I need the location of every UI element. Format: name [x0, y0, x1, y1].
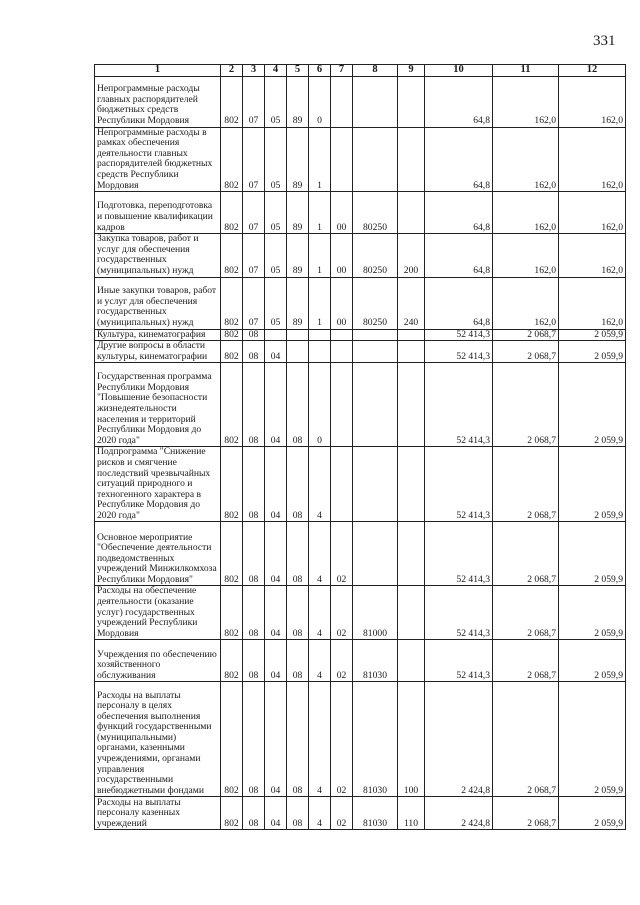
- code-admin: 802: [221, 277, 243, 329]
- code-direction: 80250: [353, 234, 398, 277]
- table-row: [95, 127, 626, 192]
- amount-2019: 2 068,7: [493, 341, 559, 363]
- code-admin: 802: [221, 640, 243, 682]
- code-section: 08: [243, 797, 265, 830]
- table-row: [95, 640, 626, 682]
- column-header: 5: [287, 65, 309, 77]
- amount-2019: 2 068,7: [493, 522, 559, 586]
- code-admin: 802: [221, 329, 243, 341]
- table-row: [95, 341, 626, 363]
- code-program: 08: [287, 363, 309, 447]
- code-program: 89: [287, 234, 309, 277]
- code-event: 02: [331, 586, 353, 640]
- amount-2018: 64,8: [425, 127, 493, 192]
- code-subsection: 05: [265, 277, 287, 329]
- code-expense-type: 110: [398, 797, 425, 830]
- code-event: 02: [331, 522, 353, 586]
- code-direction: [353, 341, 398, 363]
- page-number: 331: [593, 33, 616, 49]
- column-header: 2: [221, 65, 243, 77]
- code-section: 08: [243, 447, 265, 522]
- column-header: 7: [331, 65, 353, 77]
- code-expense-type: [398, 447, 425, 522]
- code-subprogram: 0: [309, 76, 331, 127]
- table-row: [95, 586, 626, 640]
- column-header: 8: [353, 65, 398, 77]
- amount-2018: 52 414,3: [425, 447, 493, 522]
- column-header: 12: [559, 65, 626, 77]
- code-subsection: 05: [265, 192, 287, 234]
- code-program: 08: [287, 797, 309, 830]
- code-admin: 802: [221, 363, 243, 447]
- code-event: [331, 363, 353, 447]
- code-section: 08: [243, 363, 265, 447]
- amount-2018: 52 414,3: [425, 522, 493, 586]
- amount-2020: 162,0: [559, 234, 626, 277]
- code-subprogram: 4: [309, 447, 331, 522]
- amount-2018: 52 414,3: [425, 363, 493, 447]
- code-subsection: 05: [265, 76, 287, 127]
- code-program: 08: [287, 447, 309, 522]
- column-header: 4: [265, 65, 287, 77]
- amount-2018: 52 414,3: [425, 586, 493, 640]
- code-section: 08: [243, 640, 265, 682]
- amount-2019: 2 068,7: [493, 640, 559, 682]
- amount-2020: 2 059,9: [559, 329, 626, 341]
- code-event: 00: [331, 277, 353, 329]
- code-subprogram: 4: [309, 586, 331, 640]
- code-admin: 802: [221, 341, 243, 363]
- code-subsection: [265, 329, 287, 341]
- row-name: Государственная программа Республики Мордовия "Повышение безопасности жизнедеятельности населения и территорий Республики Мордовия до 2020 года": [95, 363, 221, 447]
- amount-2020: 2 059,9: [559, 640, 626, 682]
- code-admin: 802: [221, 586, 243, 640]
- code-direction: 81030: [353, 640, 398, 682]
- row-name: Расходы на выплаты персоналу в целях обеспечения выполнения функций государственными (муниципальными) органами, казенными учреждениями, органами управления государственными внебюджетными фондами: [95, 682, 221, 797]
- code-event: 00: [331, 234, 353, 277]
- code-direction: [353, 329, 398, 341]
- row-name: Иные закупки товаров, работ и услуг для обеспечения государственных (муниципальных) нужд: [95, 277, 221, 329]
- table-row: [95, 192, 626, 234]
- code-event: 02: [331, 640, 353, 682]
- code-expense-type: [398, 329, 425, 341]
- code-direction: 80250: [353, 277, 398, 329]
- code-program: 89: [287, 76, 309, 127]
- code-admin: 802: [221, 127, 243, 192]
- column-header: 9: [398, 65, 425, 77]
- code-subsection: 05: [265, 234, 287, 277]
- code-direction: 81000: [353, 586, 398, 640]
- code-admin: 802: [221, 234, 243, 277]
- code-expense-type: [398, 192, 425, 234]
- code-subsection: 04: [265, 363, 287, 447]
- table-row: [95, 329, 626, 341]
- code-admin: 802: [221, 522, 243, 586]
- amount-2020: 2 059,9: [559, 363, 626, 447]
- code-subprogram: [309, 329, 331, 341]
- code-direction: 81030: [353, 682, 398, 797]
- table-row: [95, 76, 626, 127]
- code-expense-type: [398, 640, 425, 682]
- amount-2018: 2 424,8: [425, 682, 493, 797]
- amount-2020: 2 059,9: [559, 682, 626, 797]
- code-subprogram: 4: [309, 682, 331, 797]
- code-event: [331, 329, 353, 341]
- code-event: [331, 341, 353, 363]
- column-header: 10: [425, 65, 493, 77]
- table-row: [95, 234, 626, 277]
- row-name: Непрограммные расходы в рамках обеспечения деятельности главных распорядителей бюджетных средств Республики Мордовия: [95, 127, 221, 192]
- amount-2020: 162,0: [559, 277, 626, 329]
- code-section: 08: [243, 341, 265, 363]
- code-program: 08: [287, 640, 309, 682]
- row-name: Непрограммные расходы главных распорядителей бюджетных средств Республики Мордовия: [95, 76, 221, 127]
- code-event: [331, 127, 353, 192]
- code-subsection: 04: [265, 522, 287, 586]
- code-subsection: 04: [265, 586, 287, 640]
- code-admin: 802: [221, 682, 243, 797]
- code-section: 07: [243, 76, 265, 127]
- code-expense-type: [398, 127, 425, 192]
- code-subprogram: 4: [309, 522, 331, 586]
- amount-2020: 2 059,9: [559, 797, 626, 830]
- amount-2019: 2 068,7: [493, 682, 559, 797]
- code-expense-type: [398, 522, 425, 586]
- code-program: 89: [287, 277, 309, 329]
- code-subsection: 04: [265, 640, 287, 682]
- row-name: Расходы на обеспечение деятельности (оказание услуг) государственных учреждений Республики Мордовия: [95, 586, 221, 640]
- amount-2019: 162,0: [493, 277, 559, 329]
- budget-table: [94, 64, 626, 830]
- row-name: Расходы на выплаты персоналу казенных учреждений: [95, 797, 221, 830]
- code-subprogram: 4: [309, 640, 331, 682]
- amount-2019: 2 068,7: [493, 797, 559, 830]
- code-program: 08: [287, 682, 309, 797]
- code-subsection: 04: [265, 682, 287, 797]
- amount-2019: 2 068,7: [493, 363, 559, 447]
- code-subsection: 05: [265, 127, 287, 192]
- amount-2018: 64,8: [425, 76, 493, 127]
- code-event: [331, 76, 353, 127]
- table-row: [95, 522, 626, 586]
- row-name: Другие вопросы в области культуры, кинематографии: [95, 341, 221, 363]
- code-subsection: 04: [265, 341, 287, 363]
- amount-2018: 64,8: [425, 277, 493, 329]
- column-header: 11: [493, 65, 559, 77]
- amount-2019: 162,0: [493, 76, 559, 127]
- column-header: 1: [95, 65, 221, 77]
- code-section: 07: [243, 127, 265, 192]
- code-program: 08: [287, 586, 309, 640]
- code-subprogram: 1: [309, 277, 331, 329]
- amount-2019: 162,0: [493, 192, 559, 234]
- code-event: [331, 447, 353, 522]
- code-expense-type: [398, 586, 425, 640]
- column-header: 6: [309, 65, 331, 77]
- code-direction: 80250: [353, 192, 398, 234]
- amount-2018: 52 414,3: [425, 640, 493, 682]
- row-name: Закупка товаров, работ и услуг для обеспечения государственных (муниципальных) нужд: [95, 234, 221, 277]
- code-program: 08: [287, 522, 309, 586]
- code-subprogram: 4: [309, 797, 331, 830]
- code-admin: 802: [221, 797, 243, 830]
- code-direction: [353, 127, 398, 192]
- row-name: Основное мероприятие "Обеспечение деятельности подведомственных учреждений Минжилкомхоза Республики Мордовия": [95, 522, 221, 586]
- code-program: 89: [287, 127, 309, 192]
- code-admin: 802: [221, 76, 243, 127]
- code-section: 08: [243, 522, 265, 586]
- amount-2018: 64,8: [425, 192, 493, 234]
- row-name: Культура, кинематография: [95, 329, 221, 341]
- code-expense-type: 200: [398, 234, 425, 277]
- code-subsection: 04: [265, 797, 287, 830]
- code-expense-type: [398, 363, 425, 447]
- code-expense-type: [398, 341, 425, 363]
- amount-2019: 162,0: [493, 234, 559, 277]
- amount-2020: 162,0: [559, 192, 626, 234]
- code-event: 02: [331, 682, 353, 797]
- code-direction: 81030: [353, 797, 398, 830]
- code-program: [287, 341, 309, 363]
- amount-2019: 162,0: [493, 127, 559, 192]
- code-expense-type: 240: [398, 277, 425, 329]
- amount-2020: 162,0: [559, 127, 626, 192]
- header-row: [95, 65, 626, 77]
- amount-2018: 64,8: [425, 234, 493, 277]
- code-section: 07: [243, 234, 265, 277]
- amount-2020: 2 059,9: [559, 522, 626, 586]
- table-row: [95, 277, 626, 329]
- amount-2020: 162,0: [559, 76, 626, 127]
- table-row: [95, 797, 626, 830]
- code-subprogram: 1: [309, 192, 331, 234]
- code-section: 08: [243, 329, 265, 341]
- code-direction: [353, 522, 398, 586]
- amount-2019: 2 068,7: [493, 586, 559, 640]
- code-direction: [353, 447, 398, 522]
- code-admin: 802: [221, 447, 243, 522]
- row-name: Подпрограмма "Снижение рисков и смягчение последствий чрезвычайных ситуаций природного и техногенного характера в Республике Мордовия до 2020 года": [95, 447, 221, 522]
- code-program: 89: [287, 192, 309, 234]
- amount-2018: 2 424,8: [425, 797, 493, 830]
- code-subsection: 04: [265, 447, 287, 522]
- table-row: [95, 447, 626, 522]
- code-direction: [353, 76, 398, 127]
- code-section: 07: [243, 277, 265, 329]
- amount-2019: 2 068,7: [493, 329, 559, 341]
- code-section: 07: [243, 192, 265, 234]
- code-expense-type: [398, 76, 425, 127]
- code-subprogram: 1: [309, 127, 331, 192]
- column-header: 3: [243, 65, 265, 77]
- code-event: 00: [331, 192, 353, 234]
- amount-2020: 2 059,9: [559, 586, 626, 640]
- code-direction: [353, 363, 398, 447]
- row-name: Подготовка, переподготовка и повышение квалификации кадров: [95, 192, 221, 234]
- code-admin: 802: [221, 192, 243, 234]
- amount-2020: 2 059,9: [559, 447, 626, 522]
- code-subprogram: [309, 341, 331, 363]
- code-subprogram: 1: [309, 234, 331, 277]
- code-event: 02: [331, 797, 353, 830]
- table-row: [95, 682, 626, 797]
- code-subprogram: 0: [309, 363, 331, 447]
- amount-2018: 52 414,3: [425, 329, 493, 341]
- amount-2020: 2 059,9: [559, 341, 626, 363]
- table-row: [95, 363, 626, 447]
- amount-2019: 2 068,7: [493, 447, 559, 522]
- amount-2018: 52 414,3: [425, 341, 493, 363]
- code-section: 08: [243, 586, 265, 640]
- code-section: 08: [243, 682, 265, 797]
- code-expense-type: 100: [398, 682, 425, 797]
- row-name: Учреждения по обеспечению хозяйственного обслуживания: [95, 640, 221, 682]
- code-program: [287, 329, 309, 341]
